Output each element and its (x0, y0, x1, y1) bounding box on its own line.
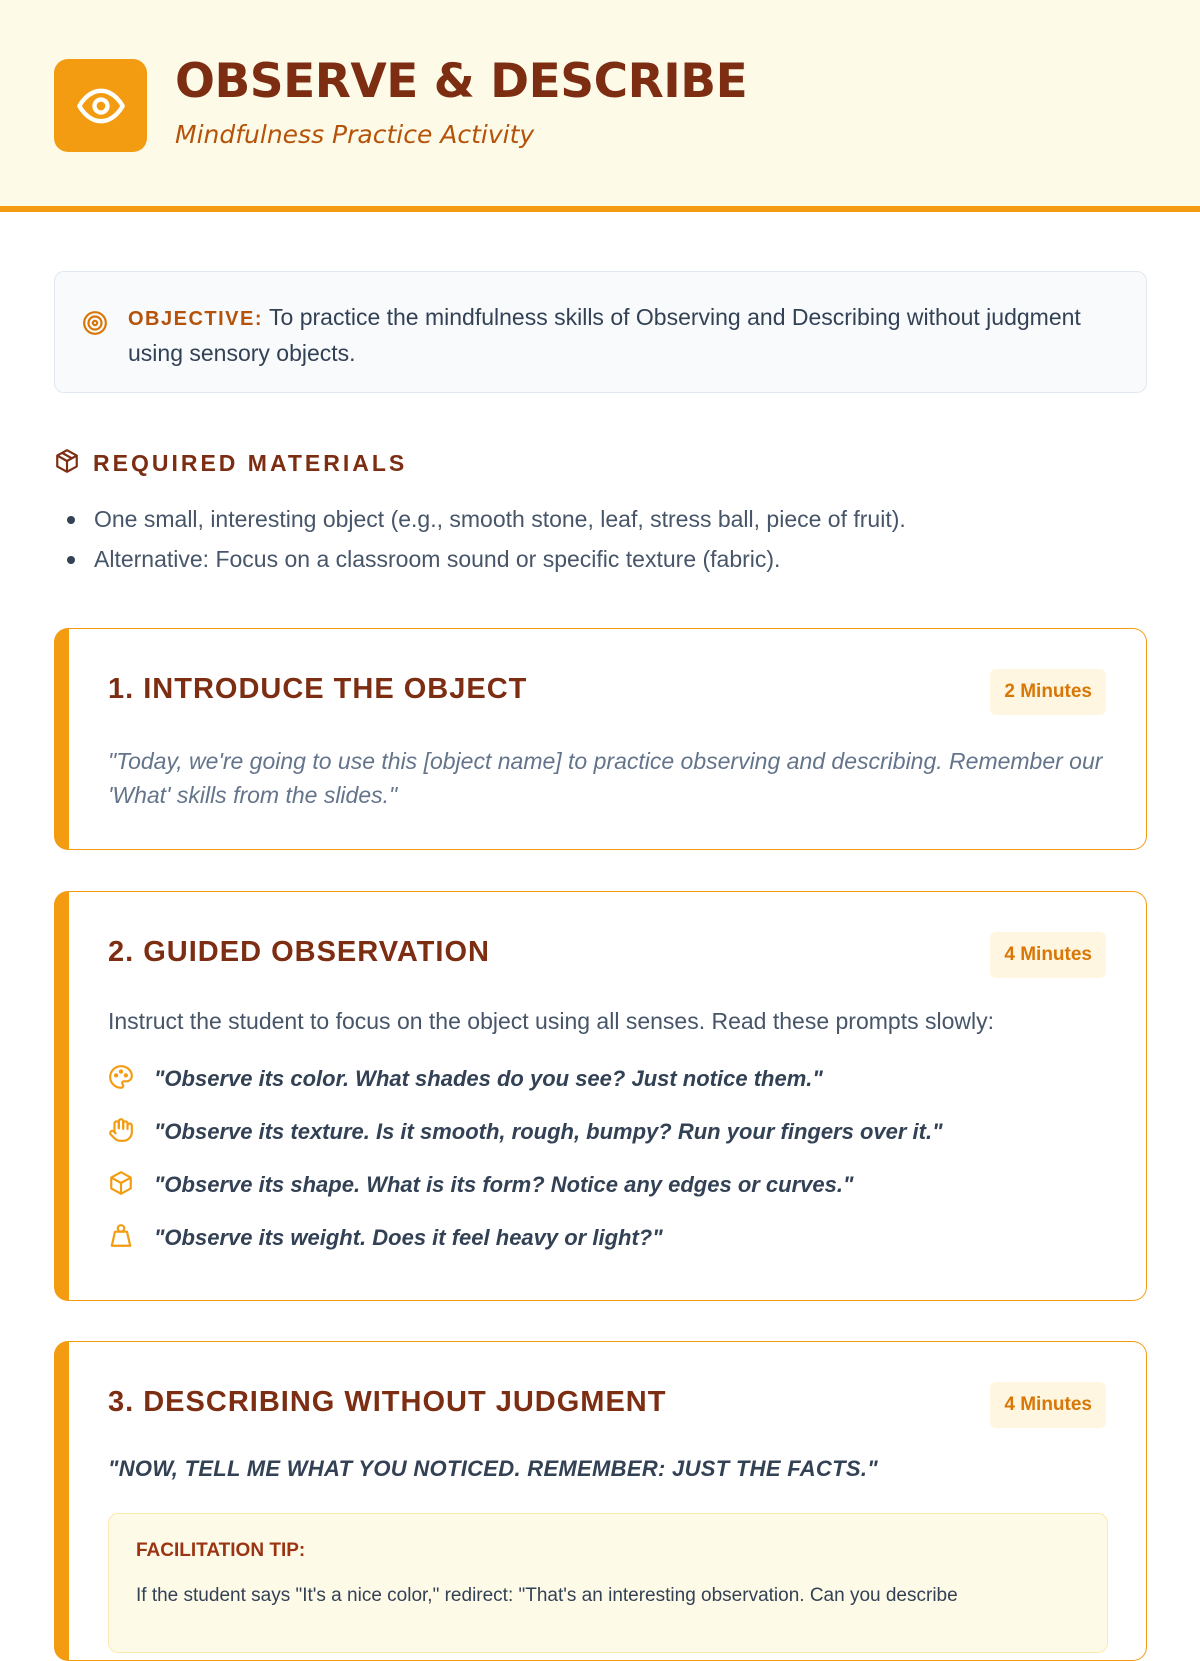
list-item: Alternative: Focus on a classroom sound or specific texture (fabric). (64, 539, 906, 579)
materials-heading-label: REQUIRED MATERIALS (93, 450, 408, 476)
list-item: One small, interesting object (e.g., smooth stone, leaf, stress ball, piece of fruit). (64, 499, 906, 539)
tip-text: If the student says "It's a nice color," redirect: "That's an interesting observation. Can you describe (136, 1585, 958, 1606)
objective-text: To practice the mindfulness skills of Observing and Describing without judgment using sensory objects. (128, 304, 1081, 366)
step-title: 2. GUIDED OBSERVATION (108, 936, 490, 968)
step-title: 3. DESCRIBING WITHOUT JUDGMENT (108, 1386, 667, 1418)
prompt-item (108, 1221, 663, 1255)
prompt-item (108, 1168, 853, 1202)
duration-badge: 4 Minutes (990, 932, 1106, 978)
prompt-item (108, 1115, 943, 1149)
prompt-text: "Observe its color. What shades do you see? Just notice them." (154, 1066, 823, 1091)
objective-text-block (128, 300, 1118, 370)
duration-badge: 2 Minutes (990, 669, 1106, 715)
package-icon (54, 448, 80, 479)
prompt-text: "Observe its shape. What is its form? Notice any edges or curves." (154, 1172, 854, 1197)
materials-heading (54, 448, 407, 479)
facilitation-tip-box (108, 1513, 1108, 1653)
page-subtitle: Mindfulness Practice Activity (175, 120, 535, 149)
step-quote: "Today, we're going to use this [object name] to practice observing and describing. Remember our 'What' skills from the slides." (108, 748, 1103, 808)
step-title: 1. INTRODUCE THE OBJECT (108, 673, 528, 705)
step-card-3 (54, 1341, 1147, 1661)
step-card-1 (54, 628, 1147, 850)
step-instruction: Instruct the student to focus on the object using all senses. Read these prompts slowly: (108, 1008, 994, 1034)
objective-label: OBJECTIVE: (128, 308, 264, 330)
page-title: OBSERVE & DESCRIBE (175, 54, 748, 109)
step-quote: "NOW, TELL ME WHAT YOU NOTICED. REMEMBER: JUST THE FACTS." (108, 1456, 878, 1481)
prompt-item (108, 1062, 823, 1096)
cube-icon (108, 1170, 134, 1201)
eye-icon (54, 59, 147, 152)
materials-list (64, 499, 906, 579)
target-icon (82, 310, 108, 341)
prompt-text: "Observe its weight. Does it feel heavy or light?" (154, 1225, 663, 1250)
palette-icon (108, 1064, 134, 1095)
step-card-2 (54, 891, 1147, 1301)
objective-box (54, 271, 1147, 393)
tip-label: FACILITATION TIP: (136, 1540, 306, 1561)
hand-icon (108, 1117, 134, 1148)
duration-badge: 4 Minutes (990, 1382, 1106, 1428)
page-header (0, 0, 1200, 212)
prompt-text: "Observe its texture. Is it smooth, rough, bumpy? Run your fingers over it." (154, 1119, 943, 1144)
weight-icon (108, 1223, 134, 1254)
